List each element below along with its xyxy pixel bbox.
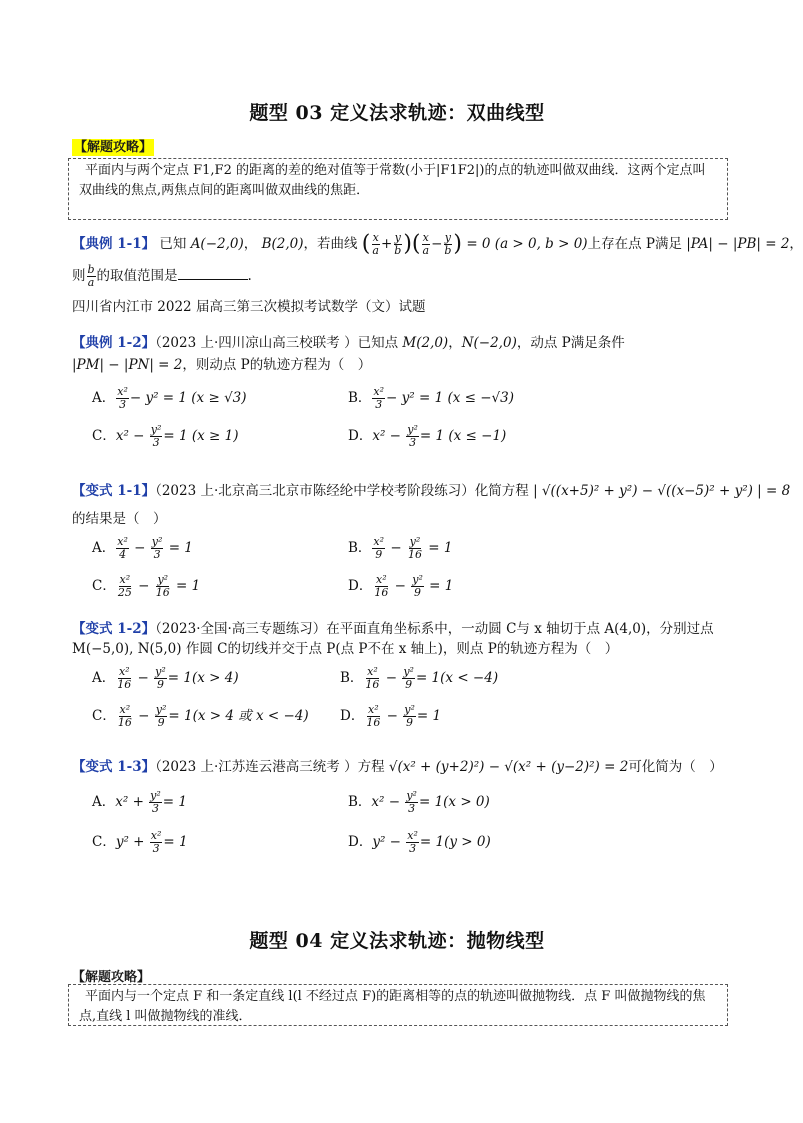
distance-condition: |PA| − |PB| = 2	[686, 236, 790, 252]
example-1-2-line2	[72, 356, 371, 374]
variant-source: （2023·全国·高三专题练习）	[155, 621, 327, 637]
stem-text: 可化简为（ ）	[628, 759, 723, 775]
variant-1-1	[72, 482, 790, 500]
option-a[interactable]: A．x² + $\frac{\text{y²}}{3}$ = 1	[92, 789, 187, 815]
strategy-box	[68, 984, 728, 1026]
variant-1-3	[72, 758, 723, 776]
point-a: A(−2,0)	[190, 236, 244, 252]
variant-1-1-line2: 的结果是（ ）	[72, 511, 167, 527]
strategy-text: 平面内与一个定点 F 和一条定直线 l(l 不经过点 F)的距离相等的点的轨迹叫做抛物线．点 F 叫做抛物线的焦点,直线 l 叫做抛物线的准线．	[79, 989, 706, 1024]
example-label: 【典例 1-2】	[72, 335, 156, 351]
stem-text: ，若曲线	[303, 236, 358, 252]
answer-blank[interactable]	[178, 267, 248, 280]
option-d[interactable]: D．y² − $\frac{\text{x²}}{3}$ = 1(y > 0)	[348, 829, 491, 855]
strategy-box	[68, 158, 728, 220]
option-c[interactable]: C．y² + $\frac{\text{x²}}{3}$ = 1	[92, 829, 188, 855]
example-source: （2023 上·四川凉山高三校联考 ）	[155, 335, 358, 351]
option-c[interactable]: C． $\frac{\text{x²}}{25}$ − $\frac{\text{y²}}{16}$ = 1	[92, 573, 201, 599]
equation: √(x² + (y+2)²) − √(x² + (y−2)²) = 2	[388, 759, 629, 775]
option-d[interactable]: D． $\frac{\text{x²}}{16}$ − $\frac{\text{y²}}{9}$ = 1	[340, 703, 442, 729]
option-a[interactable]: A． $\frac{\text{x²}}{4}$ − $\frac{\text{y²}}{3}$ = 1	[92, 535, 193, 561]
distance-condition: |PM| − |PN| = 2	[72, 357, 183, 373]
option-d[interactable]: D．x² − $\frac{\text{y²}}{3}$ = 1 (x ≤ −1)	[348, 423, 507, 449]
stem-text: ，则动点 P的轨迹方程为（ ）	[182, 357, 372, 373]
point-n: N(−2,0)	[461, 335, 517, 351]
stem-text: 在平面直角坐标系中，一动圆 C与 x 轴切于点 A(4,0)，分别过点	[326, 621, 714, 637]
option-b[interactable]: B． $\frac{\text{x²}}{3}$ − y² = 1 (x ≤ −√3)	[348, 385, 515, 411]
option-c[interactable]: C． $\frac{\text{x²}}{16}$ − $\frac{\text{y²}}{9}$ = 1(x > 4 或 x < −4)	[92, 703, 309, 729]
stem-text: 方程	[357, 759, 385, 775]
variant-1-2-line2: M(−5,0), N(5,0) 作圆 C的切线并交于点 P(点 P不在 x 轴上)，则点 P的轨迹方程为（ ）	[72, 641, 619, 657]
stem-text: 上存在点 P满足	[587, 236, 682, 252]
variant-source: （2023 上·北京高三北京市陈经纶中学校考阶段练习）	[155, 483, 475, 499]
example-1-1: 【典例 1-1】 已知 A(−2,0)， B(2,0)，若曲线 ( $\frac{x}{a}$ + $\frac{y}{b}$ )( $\frac{x}{a}$ − $\frac{y}{b}$ ) = 0 (a > 0, b > 0)上存在点 P满足 |PA| − |PB| = 2，	[72, 231, 803, 257]
example-1-1-line2: 则 $\frac{b}{a}$ 的取值范围是 .	[72, 263, 252, 289]
strategy-text: 平面内与两个定点 F1,F2 的距离的差的绝对值等于常数(小于|F1F2|)的点的轨迹叫做双曲线．这两个定点叫双曲线的焦点,两焦点间的距离叫做双曲线的焦距．	[79, 163, 706, 198]
option-b[interactable]: B．x² − $\frac{\text{y²}}{3}$ = 1(x > 0)	[348, 789, 490, 815]
variant-label: 【变式 1-3】	[72, 759, 156, 775]
equation: | √((x+5)² + y²) − √((x−5)² + y²) | = 8	[533, 483, 791, 499]
stem-text: 已知	[159, 236, 187, 252]
stem-text: ，动点 P满足条件	[516, 335, 625, 351]
stem-text: 的取值范围是	[96, 268, 178, 284]
option-b[interactable]: B． $\frac{\text{x²}}{9}$ − $\frac{\text{y²}}{16}$ = 1	[348, 535, 453, 561]
option-b[interactable]: B． $\frac{\text{x²}}{16}$ − $\frac{\text{y²}}{9}$ = 1(x < −4)	[340, 665, 499, 691]
curve-condition: = 0 (a > 0, b > 0)	[466, 236, 588, 252]
option-d[interactable]: D． $\frac{\text{x²}}{16}$ − $\frac{\text{y²}}{9}$ = 1	[348, 573, 454, 599]
variant-1-2	[72, 620, 714, 638]
strategy-tag-label: 【解题攻略】	[74, 140, 153, 155]
section-4-title: 题型 04 定义法求轨迹：抛物线型	[249, 930, 545, 952]
option-c[interactable]: C．x² − $\frac{\text{y²}}{3}$ = 1 (x ≥ 1)	[92, 423, 239, 449]
point-m: M(2,0)	[402, 335, 449, 351]
variant-label: 【变式 1-1】	[72, 483, 156, 499]
variant-label: 【变式 1-2】	[72, 621, 156, 637]
option-a[interactable]: A． $\frac{\text{x²}}{16}$ − $\frac{\text{y²}}{9}$ = 1(x > 4)	[92, 665, 239, 691]
point-b: B(2,0)	[261, 236, 304, 252]
option-a[interactable]: A． $\frac{\text{x²}}{3}$ − y² = 1 (x ≥ √3)	[92, 385, 247, 411]
example-1-1-source: 四川省内江市 2022 届高三第三次模拟考试数学（文）试题	[72, 299, 426, 315]
strategy-tag	[72, 136, 154, 155]
stem-text: 化简方程	[474, 483, 529, 499]
stem-text: 则	[72, 268, 86, 284]
strategy-tag-label: 【解题攻略】	[72, 970, 151, 985]
example-label: 【典例 1-1】	[72, 236, 156, 252]
section-3-title: 题型 03 定义法求轨迹：双曲线型	[249, 102, 545, 124]
example-1-2: 【典例 1-2】（2023 上·四川凉山高三校联考 ）已知点 M(2,0)，N(−2,0)，动点 P满足条件	[72, 335, 625, 351]
strategy-tag	[72, 966, 150, 985]
variant-source: （2023 上·江苏连云港高三统考 ）	[155, 759, 358, 775]
stem-text: 已知点	[357, 335, 399, 351]
